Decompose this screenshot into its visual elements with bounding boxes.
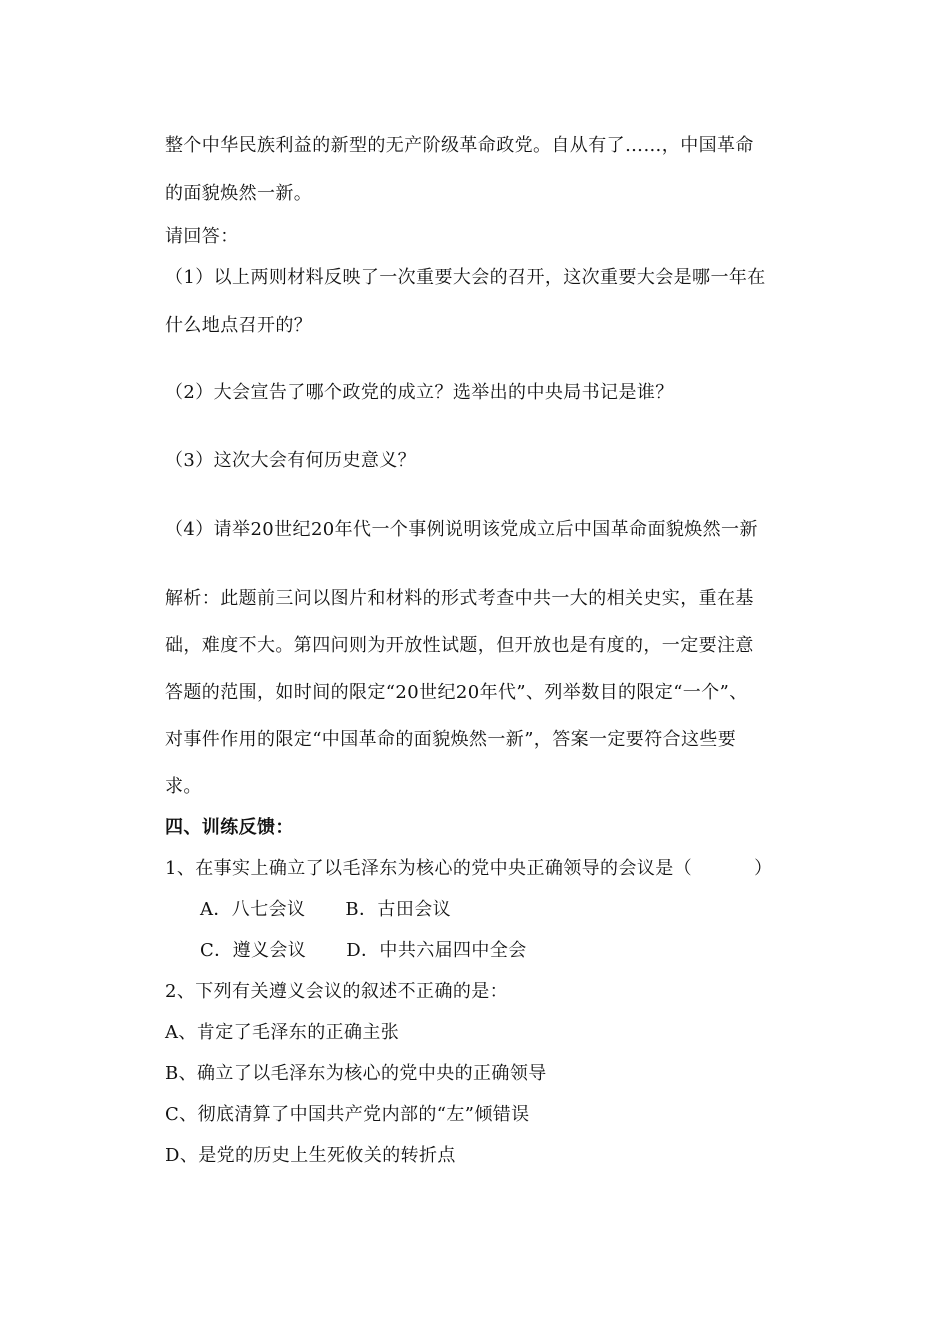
- mcq-1-option-c: C．遵义会议: [200, 940, 307, 961]
- analysis-line-2: 础，难度不大。第四问则为开放性试题，但开放也是有度的，一定要注意: [165, 635, 754, 656]
- answer-prompt: 请回答：: [165, 226, 239, 247]
- mcq-1-options-row-1: [200, 898, 451, 922]
- mcq-1-option-b: B．古田会议: [345, 899, 452, 920]
- analysis-line-3: 答题的范围，如时间的限定“20世纪20年代”、列举数目的限定“一个”、: [165, 682, 748, 703]
- mcq-1-option-d: D．中共六届四中全会: [346, 940, 527, 961]
- mcq-2-option-c: C、彻底清算了中国共产党内部的“左”倾错误: [165, 1104, 530, 1125]
- question-1-line-1: （1）以上两则材料反映了一次重要大会的召开，这次重要大会是哪一年在: [165, 267, 766, 288]
- mcq-1-stem: [165, 857, 772, 881]
- section-heading: 四、训练反馈：: [165, 817, 294, 838]
- mcq-1-close-paren: ）: [754, 858, 773, 879]
- mcq-1-stem-text: 1、在事实上确立了以毛泽东为核心的党中央正确领导的会议是（: [165, 858, 693, 879]
- mcq-2-option-a: A、肯定了毛泽东的正确主张: [165, 1022, 400, 1043]
- analysis-line-4: 对事件作用的限定“中国革命的面貌焕然一新”，答案一定要符合这些要: [165, 729, 737, 750]
- mcq-1-option-a: A．八七会议: [200, 899, 306, 920]
- question-2: （2）大会宣告了哪个政党的成立？选举出的中央局书记是谁？: [165, 382, 674, 403]
- question-3: （3）这次大会有何历史意义？: [165, 450, 417, 471]
- mcq-2-option-b: B、确立了以毛泽东为核心的党中央的正确领导: [165, 1063, 547, 1084]
- mcq-2-option-d: D、是党的历史上生死攸关的转折点: [165, 1145, 456, 1166]
- analysis-line-1: 解析：此题前三问以图片和材料的形式考查中共一大的相关史实，重在基: [165, 588, 754, 609]
- question-4: （4）请举20世纪20年代一个事例说明该党成立后中国革命面貌焕然一新: [165, 519, 758, 540]
- material-line-1: 整个中华民族利益的新型的无产阶级革命政党。自从有了……，中国革命: [165, 135, 754, 156]
- analysis-line-5: 求。: [165, 776, 202, 797]
- material-line-2: 的面貌焕然一新。: [165, 183, 313, 204]
- question-1-line-2: 什么地点召开的？: [165, 315, 313, 336]
- mcq-2-stem: 2、下列有关遵义会议的叙述不正确的是：: [165, 981, 509, 1002]
- mcq-1-options-row-2: [200, 939, 527, 963]
